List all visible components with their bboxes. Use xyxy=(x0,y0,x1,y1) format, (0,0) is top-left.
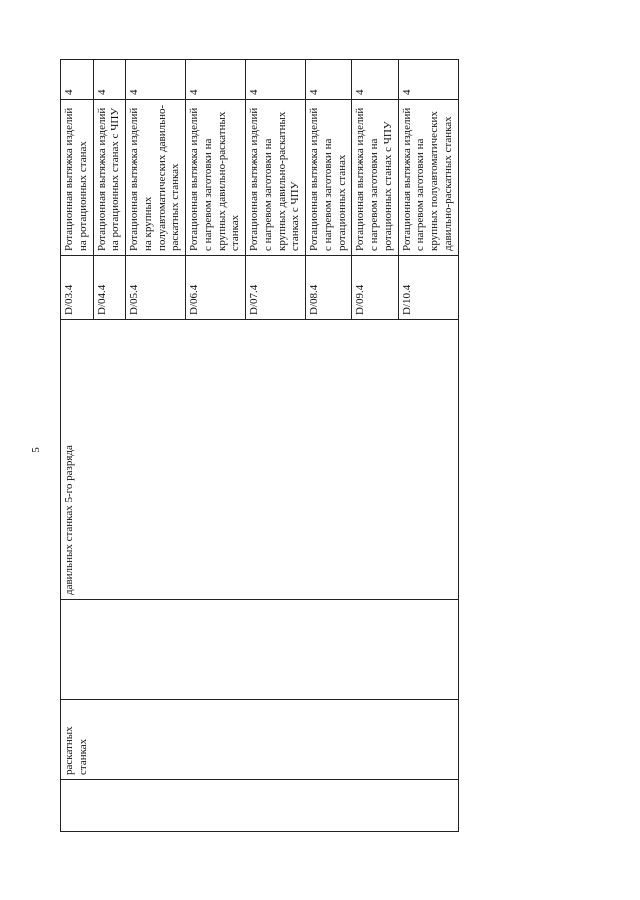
page-number: 5 xyxy=(30,447,42,453)
qualification-level: 4 xyxy=(306,60,352,100)
qualification-level: 4 xyxy=(398,60,458,100)
function-code: D/06.4 xyxy=(186,256,246,320)
qualification-level: 4 xyxy=(61,60,94,100)
function-name: Ротационная вытяжка изделий на ротационных станах с ЧПУ xyxy=(93,100,126,256)
qualification-level: 4 xyxy=(186,60,246,100)
function-name: Ротационная вытяжка изделий на ротационных станах xyxy=(61,100,94,256)
function-code: D/05.4 xyxy=(126,256,186,320)
function-name: Ротационная вытяжка изделий с нагревом заготовки на крупных полуавтоматических давильно-раскатных станках xyxy=(398,100,458,256)
function-code: D/04.4 xyxy=(93,256,126,320)
qualification-level: 4 xyxy=(246,60,306,100)
table-row xyxy=(61,60,94,832)
qualification-table xyxy=(60,59,459,832)
qualification-level: 4 xyxy=(93,60,126,100)
qualification-level: 4 xyxy=(126,60,186,100)
function-name: Ротационная вытяжка изделий с нагревом заготовки на ротационных станах xyxy=(306,100,352,256)
function-code: D/08.4 xyxy=(306,256,352,320)
function-code: D/09.4 xyxy=(352,256,398,320)
rotated-table-container xyxy=(60,60,454,832)
function-name: Ротационная вытяжка изделий с нагревом заготовки на крупных давильно-раскатных станках xyxy=(186,100,246,256)
col4-cell: давильных станках 5-го разряда xyxy=(61,320,459,600)
col3-cell xyxy=(61,600,459,700)
col2-cell: раскатных станках xyxy=(61,700,459,780)
col1-cell xyxy=(61,780,459,832)
function-name: Ротационная вытяжка изделий с нагревом заготовки на ротационных станах с ЧПУ xyxy=(352,100,398,256)
function-name: Ротационная вытяжка изделий на крупных полуавтоматических давильно-раскатных станках xyxy=(126,100,186,256)
function-code: D/03.4 xyxy=(61,256,94,320)
qualification-level: 4 xyxy=(352,60,398,100)
function-code: D/07.4 xyxy=(246,256,306,320)
function-name: Ротационная вытяжка изделий с нагревом заготовки на крупных давильно-раскатных станках с ЧПУ xyxy=(246,100,306,256)
function-code: D/10.4 xyxy=(398,256,458,320)
